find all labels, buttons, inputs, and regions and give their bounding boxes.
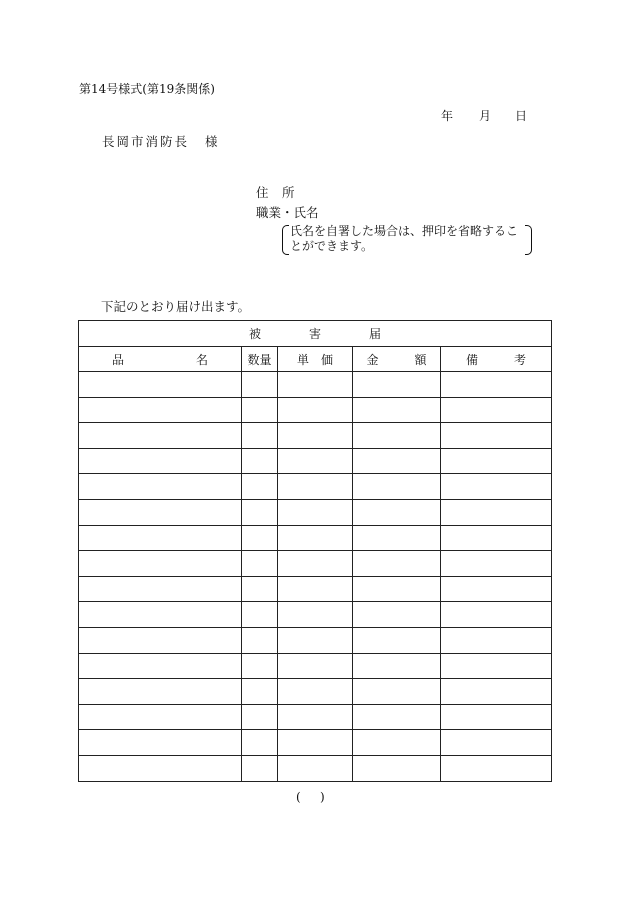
signature-note (288, 224, 524, 254)
address-label (256, 183, 295, 201)
damage-report-table (78, 320, 552, 782)
table-row (79, 730, 552, 756)
table-cell[interactable] (242, 704, 278, 730)
table-cell[interactable] (441, 602, 552, 628)
table-cell[interactable] (353, 474, 441, 500)
table-cell[interactable] (278, 397, 353, 423)
table-cell[interactable] (242, 679, 278, 705)
table-cell[interactable] (79, 423, 242, 449)
table-cell[interactable] (353, 576, 441, 602)
table-cell[interactable] (79, 448, 242, 474)
date-year-label: 年 (441, 109, 454, 123)
table-row (79, 679, 552, 705)
occupation-name-label: 職業・氏名 (256, 205, 319, 220)
table-cell[interactable] (79, 397, 242, 423)
table-row (79, 602, 552, 628)
table-cell[interactable] (242, 730, 278, 756)
table-cell[interactable] (441, 397, 552, 423)
table-cell[interactable] (278, 372, 353, 398)
table-cell[interactable] (278, 704, 353, 730)
table-cell[interactable] (353, 653, 441, 679)
note-bracket-right (525, 225, 532, 255)
table-cell[interactable] (278, 448, 353, 474)
table-cell[interactable] (278, 474, 353, 500)
table-row (79, 627, 552, 653)
footer-parentheses (296, 790, 344, 804)
table-cell[interactable] (441, 551, 552, 577)
table-cell[interactable] (242, 627, 278, 653)
table-cell[interactable] (79, 576, 242, 602)
table-row (79, 755, 552, 781)
table-cell[interactable] (441, 755, 552, 781)
table-cell[interactable] (79, 525, 242, 551)
table-cell[interactable] (278, 551, 353, 577)
table-cell[interactable] (353, 627, 441, 653)
table-cell[interactable] (353, 448, 441, 474)
table-cell[interactable] (79, 704, 242, 730)
table-row (79, 448, 552, 474)
table-cell[interactable] (278, 755, 353, 781)
table-title: 被 害 届 (79, 321, 552, 347)
table-row (79, 704, 552, 730)
table-cell[interactable] (278, 730, 353, 756)
table-cell[interactable] (242, 448, 278, 474)
table-cell[interactable] (79, 551, 242, 577)
table-cell[interactable] (441, 653, 552, 679)
table-row (79, 397, 552, 423)
table-cell[interactable] (79, 499, 242, 525)
table-row (79, 576, 552, 602)
table-cell[interactable] (242, 397, 278, 423)
table-cell[interactable] (79, 627, 242, 653)
table-row (79, 474, 552, 500)
table-cell[interactable] (441, 704, 552, 730)
table-cell[interactable] (79, 602, 242, 628)
table-cell[interactable] (242, 372, 278, 398)
table-cell[interactable] (242, 653, 278, 679)
address-label-char-1: 住 (256, 185, 269, 200)
column-header-remarks: 備 考 (441, 347, 552, 372)
table-cell[interactable] (441, 448, 552, 474)
table-cell[interactable] (441, 423, 552, 449)
table-cell[interactable] (353, 730, 441, 756)
form-number: 第14号様式(第19条関係) (79, 82, 215, 96)
table-row (79, 372, 552, 398)
date-month-label: 月 (479, 109, 492, 123)
table-cell[interactable] (278, 423, 353, 449)
table-cell[interactable] (353, 499, 441, 525)
table-cell[interactable] (441, 627, 552, 653)
column-header-amount: 金 額 (353, 347, 441, 372)
table-cell[interactable] (353, 397, 441, 423)
table-body (79, 372, 552, 782)
table-cell[interactable] (278, 653, 353, 679)
table-row (79, 551, 552, 577)
column-header-unit-price: 単 価 (278, 347, 353, 372)
table-cell[interactable] (79, 372, 242, 398)
addressee (102, 132, 220, 150)
addressee-honorific: 様 (205, 134, 220, 149)
table-row (79, 499, 552, 525)
table-cell[interactable] (441, 499, 552, 525)
table-cell[interactable] (79, 679, 242, 705)
table-cell[interactable] (353, 679, 441, 705)
table-cell[interactable] (353, 551, 441, 577)
table-cell[interactable] (242, 525, 278, 551)
addressee-name: 長岡市消防長 (102, 134, 190, 149)
note-line-1: 氏名を自署した場合は、押印を省略するこ (290, 224, 519, 238)
table-cell[interactable] (441, 372, 552, 398)
table-cell[interactable] (242, 551, 278, 577)
table-cell[interactable] (79, 653, 242, 679)
table-cell[interactable] (353, 525, 441, 551)
table-cell[interactable] (242, 474, 278, 500)
date-line (441, 107, 527, 124)
table-cell[interactable] (278, 627, 353, 653)
table-cell[interactable] (242, 576, 278, 602)
table-cell[interactable] (242, 499, 278, 525)
table-cell[interactable] (353, 704, 441, 730)
table-cell[interactable] (79, 474, 242, 500)
table-cell[interactable] (79, 730, 242, 756)
table-cell[interactable] (278, 525, 353, 551)
date-day-label: 日 (515, 109, 528, 123)
table-row (79, 525, 552, 551)
table-cell[interactable] (353, 755, 441, 781)
table-cell[interactable] (242, 602, 278, 628)
note-bracket-left (282, 225, 289, 255)
table-cell[interactable] (441, 679, 552, 705)
table-row (79, 423, 552, 449)
table-cell[interactable] (441, 730, 552, 756)
table-cell[interactable] (278, 602, 353, 628)
table-row (79, 653, 552, 679)
note-line-2: とができます。 (290, 239, 374, 253)
column-header-item-name: 品 名 (79, 347, 242, 372)
column-header-quantity: 数量 (242, 347, 278, 372)
table-cell[interactable] (353, 602, 441, 628)
table-cell[interactable] (441, 474, 552, 500)
intro-text: 下記のとおり届け出ます。 (101, 299, 251, 314)
table-cell[interactable] (278, 679, 353, 705)
table-cell[interactable] (441, 525, 552, 551)
footer-close-paren: ) (320, 790, 325, 804)
table-cell[interactable] (242, 755, 278, 781)
address-label-char-2: 所 (282, 185, 295, 200)
footer-open-paren: ( (296, 790, 301, 804)
table-cell[interactable] (353, 372, 441, 398)
table-cell[interactable] (278, 576, 353, 602)
table-cell[interactable] (242, 423, 278, 449)
table-cell[interactable] (79, 755, 242, 781)
table-cell[interactable] (353, 423, 441, 449)
table-cell[interactable] (441, 576, 552, 602)
table-cell[interactable] (278, 499, 353, 525)
